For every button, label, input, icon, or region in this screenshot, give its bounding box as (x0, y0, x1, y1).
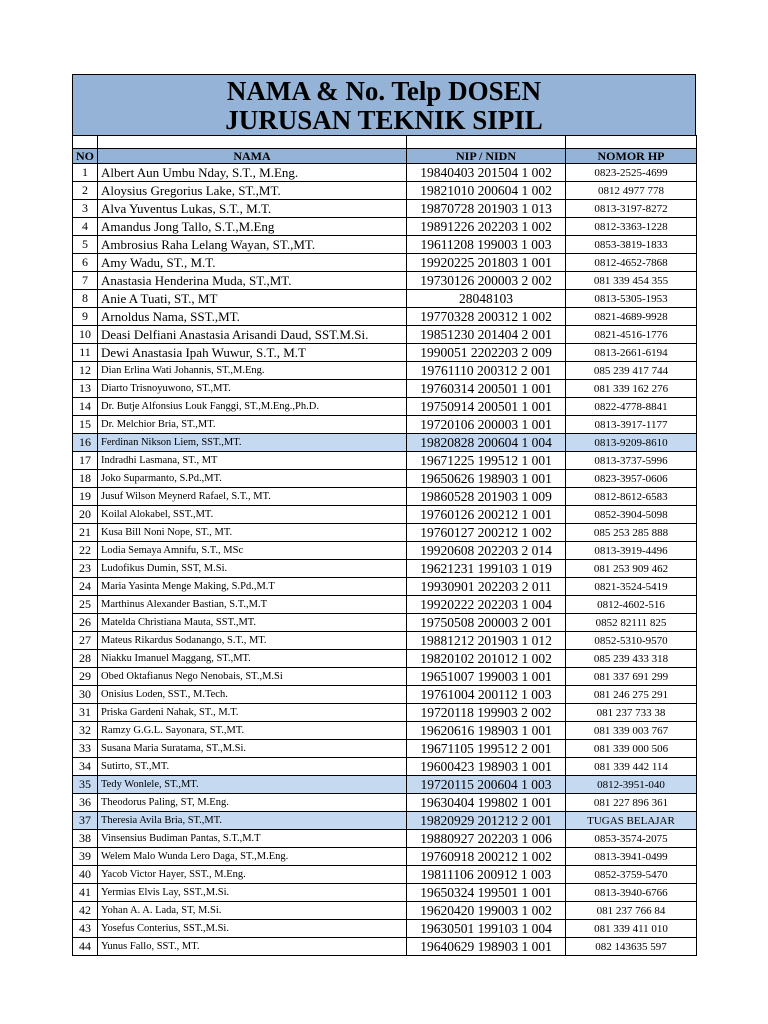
cell-nip: 19750508 200003 2 001 (407, 614, 566, 632)
cell-no: 40 (73, 866, 98, 884)
cell-hp: 0853-3819-1833 (566, 236, 697, 254)
cell-hp: 081 339 162 276 (566, 380, 697, 398)
table-row (73, 686, 697, 704)
cell-no: 6 (73, 254, 98, 272)
table-row (73, 578, 697, 596)
cell-nip: 19860528 201903 1 009 (407, 488, 566, 506)
table-row (73, 776, 697, 794)
cell-nama: Arnoldus Nama, SST.,MT. (98, 308, 407, 326)
cell-nama: Dian Erlina Wati Johannis, ST.,M.Eng. (98, 362, 407, 380)
cell-nip: 19640629 198903 1 001 (407, 938, 566, 956)
cell-hp: 0813-5305-1953 (566, 290, 697, 308)
table-row (73, 830, 697, 848)
cell-no: 24 (73, 578, 98, 596)
cell-nip: 19920225 201803 1 001 (407, 254, 566, 272)
title-line-1: NAMA & No. Telp DOSEN (226, 76, 542, 106)
cell-hp: 081 237 766 84 (566, 902, 697, 920)
table-row (73, 488, 697, 506)
header-nama: NAMA (98, 149, 407, 164)
cell-no: 37 (73, 812, 98, 830)
table-row (73, 434, 697, 452)
cell-nama: Dr. Butje Alfonsius Louk Fanggi, ST.,M.Eng.,Ph.D. (98, 398, 407, 416)
cell-hp: 0813-2661-6194 (566, 344, 697, 362)
cell-nip: 19851230 201404 2 001 (407, 326, 566, 344)
cell-hp: 0813-3737-5996 (566, 452, 697, 470)
table-row (73, 866, 697, 884)
table-row (73, 758, 697, 776)
cell-no: 44 (73, 938, 98, 956)
cell-nama: Koilal Alokabel, SST.,MT. (98, 506, 407, 524)
table-row (73, 884, 697, 902)
cell-nip: 19821010 200604 1 002 (407, 182, 566, 200)
cell-hp: 081 339 000 506 (566, 740, 697, 758)
table-row (73, 812, 697, 830)
cell-nama: Dewi Anastasia Ipah Wuwur, S.T., M.T (98, 344, 407, 362)
cell-hp: 0813-3919-4496 (566, 542, 697, 560)
cell-no: 23 (73, 560, 98, 578)
cell-no: 33 (73, 740, 98, 758)
spacer-row (73, 136, 697, 149)
table-row (73, 308, 697, 326)
cell-hp: TUGAS BELAJAR (566, 812, 697, 830)
cell-nama: Maria Yasinta Menge Making, S.Pd.,M.T (98, 578, 407, 596)
lecturer-contact-sheet (72, 74, 696, 956)
table-row (73, 794, 697, 812)
cell-nama: Joko Suparmanto, S.Pd.,MT. (98, 470, 407, 488)
cell-no: 27 (73, 632, 98, 650)
cell-nip: 19620420 199003 1 002 (407, 902, 566, 920)
cell-nama: Amandus Jong Tallo, S.T.,M.Eng (98, 218, 407, 236)
cell-nip: 19820102 201012 1 002 (407, 650, 566, 668)
cell-nama: Onisius Loden, SST., M.Tech. (98, 686, 407, 704)
cell-nip: 19651007 199003 1 001 (407, 668, 566, 686)
table-row (73, 344, 697, 362)
cell-nama: Ambrosius Raha Lelang Wayan, ST.,MT. (98, 236, 407, 254)
cell-no: 12 (73, 362, 98, 380)
table-row (73, 560, 697, 578)
cell-no: 20 (73, 506, 98, 524)
cell-hp: 081 339 411 010 (566, 920, 697, 938)
cell-hp: 0822-4778-8841 (566, 398, 697, 416)
table-row (73, 650, 697, 668)
cell-nama: Matelda Christiana Mauta, SST.,MT. (98, 614, 407, 632)
cell-no: 42 (73, 902, 98, 920)
table-row (73, 398, 697, 416)
cell-nip: 19630404 199802 1 001 (407, 794, 566, 812)
cell-hp: 0853-3574-2075 (566, 830, 697, 848)
cell-nama: Yermias Elvis Lay, SST.,M.Si. (98, 884, 407, 902)
cell-nip: 19840403 201504 1 002 (407, 164, 566, 182)
cell-nama: Albert Aun Umbu Nday, S.T., M.Eng. (98, 164, 407, 182)
cell-nama: Theresia Avila Bria, ST.,MT. (98, 812, 407, 830)
cell-nip: 19671225 199512 1 001 (407, 452, 566, 470)
cell-hp: 0812-3951-040 (566, 776, 697, 794)
cell-no: 38 (73, 830, 98, 848)
table-row (73, 218, 697, 236)
cell-nama: Susana Maria Suratama, ST.,M.Si. (98, 740, 407, 758)
cell-nip: 19880927 202203 1 006 (407, 830, 566, 848)
cell-hp: 081 253 909 462 (566, 560, 697, 578)
cell-nama: Obed Oktafianus Nego Nenobais, ST.,M.Si (98, 668, 407, 686)
cell-hp: 0812-8612-6583 (566, 488, 697, 506)
cell-hp: 081 339 442 114 (566, 758, 697, 776)
cell-hp: 0812-3363-1228 (566, 218, 697, 236)
header-nip: NIP / NIDN (407, 149, 566, 164)
cell-no: 7 (73, 272, 98, 290)
cell-no: 29 (73, 668, 98, 686)
table-row (73, 290, 697, 308)
table-row (73, 632, 697, 650)
cell-nip: 19930901 202203 2 011 (407, 578, 566, 596)
cell-hp: 0812 4977 778 (566, 182, 697, 200)
cell-hp: 0813-3940-6766 (566, 884, 697, 902)
cell-nama: Amy Wadu, ST., M.T. (98, 254, 407, 272)
cell-no: 4 (73, 218, 98, 236)
title-banner (72, 74, 696, 135)
cell-nip: 19720118 199903 2 002 (407, 704, 566, 722)
table-row (73, 668, 697, 686)
cell-no: 3 (73, 200, 98, 218)
cell-nama: Ramzy G.G.L. Sayonara, ST.,MT. (98, 722, 407, 740)
cell-nip: 19621231 199103 1 019 (407, 560, 566, 578)
cell-nip: 19820828 200604 1 004 (407, 434, 566, 452)
cell-nama: Ferdinan Nikson Liem, SST.,MT. (98, 434, 407, 452)
cell-nama: Welem Malo Wunda Lero Daga, ST.,M.Eng. (98, 848, 407, 866)
cell-nama: Theodorus Paling, ST, M.Eng. (98, 794, 407, 812)
table-row (73, 902, 697, 920)
table-row (73, 362, 697, 380)
cell-nip: 19761004 200112 1 003 (407, 686, 566, 704)
cell-hp: 0812-4602-516 (566, 596, 697, 614)
table-row (73, 254, 697, 272)
cell-hp: 085 253 285 888 (566, 524, 697, 542)
cell-nama: Anastasia Henderina Muda, ST.,MT. (98, 272, 407, 290)
cell-nip: 19760314 200501 1 001 (407, 380, 566, 398)
cell-no: 32 (73, 722, 98, 740)
cell-nip: 19611208 199003 1 003 (407, 236, 566, 254)
cell-nip: 19720115 200604 1 003 (407, 776, 566, 794)
cell-nip: 19600423 198903 1 001 (407, 758, 566, 776)
cell-nip: 19650626 198903 1 001 (407, 470, 566, 488)
cell-hp: 081 227 896 361 (566, 794, 697, 812)
cell-no: 15 (73, 416, 98, 434)
cell-nama: Lodia Semaya Amnifu, S.T., MSc (98, 542, 407, 560)
table-body (73, 164, 697, 956)
table-row (73, 920, 697, 938)
cell-nip: 19671105 199512 2 001 (407, 740, 566, 758)
cell-nip: 19730126 200003 2 002 (407, 272, 566, 290)
cell-nama: Alva Yuventus Lukas, S.T., M.T. (98, 200, 407, 218)
cell-no: 19 (73, 488, 98, 506)
cell-hp: 0821-4689-9928 (566, 308, 697, 326)
table-row (73, 470, 697, 488)
table-row (73, 506, 697, 524)
table-row (73, 200, 697, 218)
cell-hp: 0852-3759-5470 (566, 866, 697, 884)
table-row (73, 164, 697, 182)
cell-nip: 19761110 200312 2 001 (407, 362, 566, 380)
cell-nama: Dr. Melchior Bria, ST.,MT. (98, 416, 407, 434)
cell-nama: Tedy Wonlele, ST.,MT. (98, 776, 407, 794)
cell-nip: 19820929 201212 2 001 (407, 812, 566, 830)
cell-hp: 0852-5310-9570 (566, 632, 697, 650)
cell-nama: Jusuf Wilson Meynerd Rafael, S.T., MT. (98, 488, 407, 506)
cell-nama: Yohan A. A. Lada, ST, M.Si. (98, 902, 407, 920)
table-row (73, 182, 697, 200)
cell-nama: Yosefus Conterius, SST.,M.Si. (98, 920, 407, 938)
cell-nama: Ludofikus Dumin, SST, M.Si. (98, 560, 407, 578)
cell-nip: 19760126 200212 1 001 (407, 506, 566, 524)
cell-hp: 0812-4652-7868 (566, 254, 697, 272)
cell-no: 2 (73, 182, 98, 200)
cell-nip: 19870728 201903 1 013 (407, 200, 566, 218)
cell-nip: 19630501 199103 1 004 (407, 920, 566, 938)
cell-no: 41 (73, 884, 98, 902)
cell-nama: Priska Gardeni Nahak, ST., M.T. (98, 704, 407, 722)
cell-hp: 0813-9209-8610 (566, 434, 697, 452)
cell-nip: 19920608 202203 2 014 (407, 542, 566, 560)
cell-nama: Diarto Trisnoyuwono, ST.,MT. (98, 380, 407, 398)
cell-nama: Aloysius Gregorius Lake, ST.,MT. (98, 182, 407, 200)
cell-no: 18 (73, 470, 98, 488)
cell-nip: 19760918 200212 1 002 (407, 848, 566, 866)
header-hp: NOMOR HP (566, 149, 697, 164)
table-row (73, 524, 697, 542)
cell-no: 10 (73, 326, 98, 344)
cell-no: 16 (73, 434, 98, 452)
cell-nama: Anie A Tuati, ST., MT (98, 290, 407, 308)
cell-hp: 081 339 454 355 (566, 272, 697, 290)
cell-nama: Kusa Bill Noni Nope, ST., MT. (98, 524, 407, 542)
cell-hp: 081 237 733 38 (566, 704, 697, 722)
cell-nama: Sutirto, ST.,MT. (98, 758, 407, 776)
cell-hp: 0852 82111 825 (566, 614, 697, 632)
cell-no: 22 (73, 542, 98, 560)
cell-no: 30 (73, 686, 98, 704)
table-row (73, 416, 697, 434)
cell-nama: Indradhi Lasmana, ST., MT (98, 452, 407, 470)
cell-no: 21 (73, 524, 98, 542)
cell-no: 28 (73, 650, 98, 668)
table-row (73, 614, 697, 632)
cell-nip: 19650324 199501 1 001 (407, 884, 566, 902)
table-row (73, 272, 697, 290)
cell-no: 43 (73, 920, 98, 938)
cell-nip: 19750914 200501 1 001 (407, 398, 566, 416)
cell-no: 5 (73, 236, 98, 254)
cell-nama: Yacob Victor Hayer, SST., M.Eng. (98, 866, 407, 884)
cell-no: 36 (73, 794, 98, 812)
header-row (73, 149, 697, 164)
cell-no: 13 (73, 380, 98, 398)
table-row (73, 740, 697, 758)
cell-no: 9 (73, 308, 98, 326)
header-no: NO (73, 149, 98, 164)
table-row (73, 848, 697, 866)
table-row (73, 452, 697, 470)
table-row (73, 938, 697, 956)
cell-no: 26 (73, 614, 98, 632)
cell-hp: 0823-2525-4699 (566, 164, 697, 182)
cell-nip: 19770328 200312 1 002 (407, 308, 566, 326)
cell-no: 35 (73, 776, 98, 794)
cell-hp: 081 337 691 299 (566, 668, 697, 686)
cell-hp: 0813-3197-8272 (566, 200, 697, 218)
cell-no: 31 (73, 704, 98, 722)
cell-nip: 19920222 202203 1 004 (407, 596, 566, 614)
cell-hp: 0821-4516-1776 (566, 326, 697, 344)
cell-no: 25 (73, 596, 98, 614)
cell-nama: Deasi Delfiani Anastasia Arisandi Daud, SST.M.Si. (98, 326, 407, 344)
cell-nip: 19620616 198903 1 001 (407, 722, 566, 740)
cell-nip: 19720106 200003 1 001 (407, 416, 566, 434)
cell-nip: 28048103 (407, 290, 566, 308)
cell-nip: 19891226 202203 1 002 (407, 218, 566, 236)
cell-no: 1 (73, 164, 98, 182)
cell-hp: 0813-3941-0499 (566, 848, 697, 866)
cell-hp: 085 239 417 744 (566, 362, 697, 380)
cell-no: 11 (73, 344, 98, 362)
cell-no: 39 (73, 848, 98, 866)
cell-nama: Mateus Rikardus Sodanango, S.T., MT. (98, 632, 407, 650)
cell-nip: 19811106 200912 1 003 (407, 866, 566, 884)
cell-nip: 19760127 200212 1 002 (407, 524, 566, 542)
cell-nama: Niakku Imanuel Maggang, ST.,MT. (98, 650, 407, 668)
cell-hp: 082 143635 597 (566, 938, 697, 956)
cell-nip: 19881212 201903 1 012 (407, 632, 566, 650)
table-row (73, 596, 697, 614)
cell-no: 8 (73, 290, 98, 308)
cell-no: 14 (73, 398, 98, 416)
table-row (73, 722, 697, 740)
table-row (73, 704, 697, 722)
cell-nip: 1990051 2202203 2 009 (407, 344, 566, 362)
cell-nama: Marthinus Alexander Bastian, S.T.,M.T (98, 596, 407, 614)
cell-hp: 081 246 275 291 (566, 686, 697, 704)
cell-hp: 0813-3917-1177 (566, 416, 697, 434)
cell-hp: 0852-3904-5098 (566, 506, 697, 524)
cell-no: 17 (73, 452, 98, 470)
cell-hp: 081 339 003 767 (566, 722, 697, 740)
table-row (73, 542, 697, 560)
table-row (73, 326, 697, 344)
cell-hp: 0821-3524-5419 (566, 578, 697, 596)
table-row (73, 380, 697, 398)
cell-no: 34 (73, 758, 98, 776)
cell-hp: 0823-3957-0606 (566, 470, 697, 488)
cell-hp: 085 239 433 318 (566, 650, 697, 668)
title-line-2: JURUSAN TEKNIK SIPIL (225, 105, 543, 135)
table-row (73, 236, 697, 254)
lecturer-table (72, 135, 697, 956)
cell-nama: Vinsensius Budiman Pantas, S.T.,M.T (98, 830, 407, 848)
cell-nama: Yunus Fallo, SST., MT. (98, 938, 407, 956)
